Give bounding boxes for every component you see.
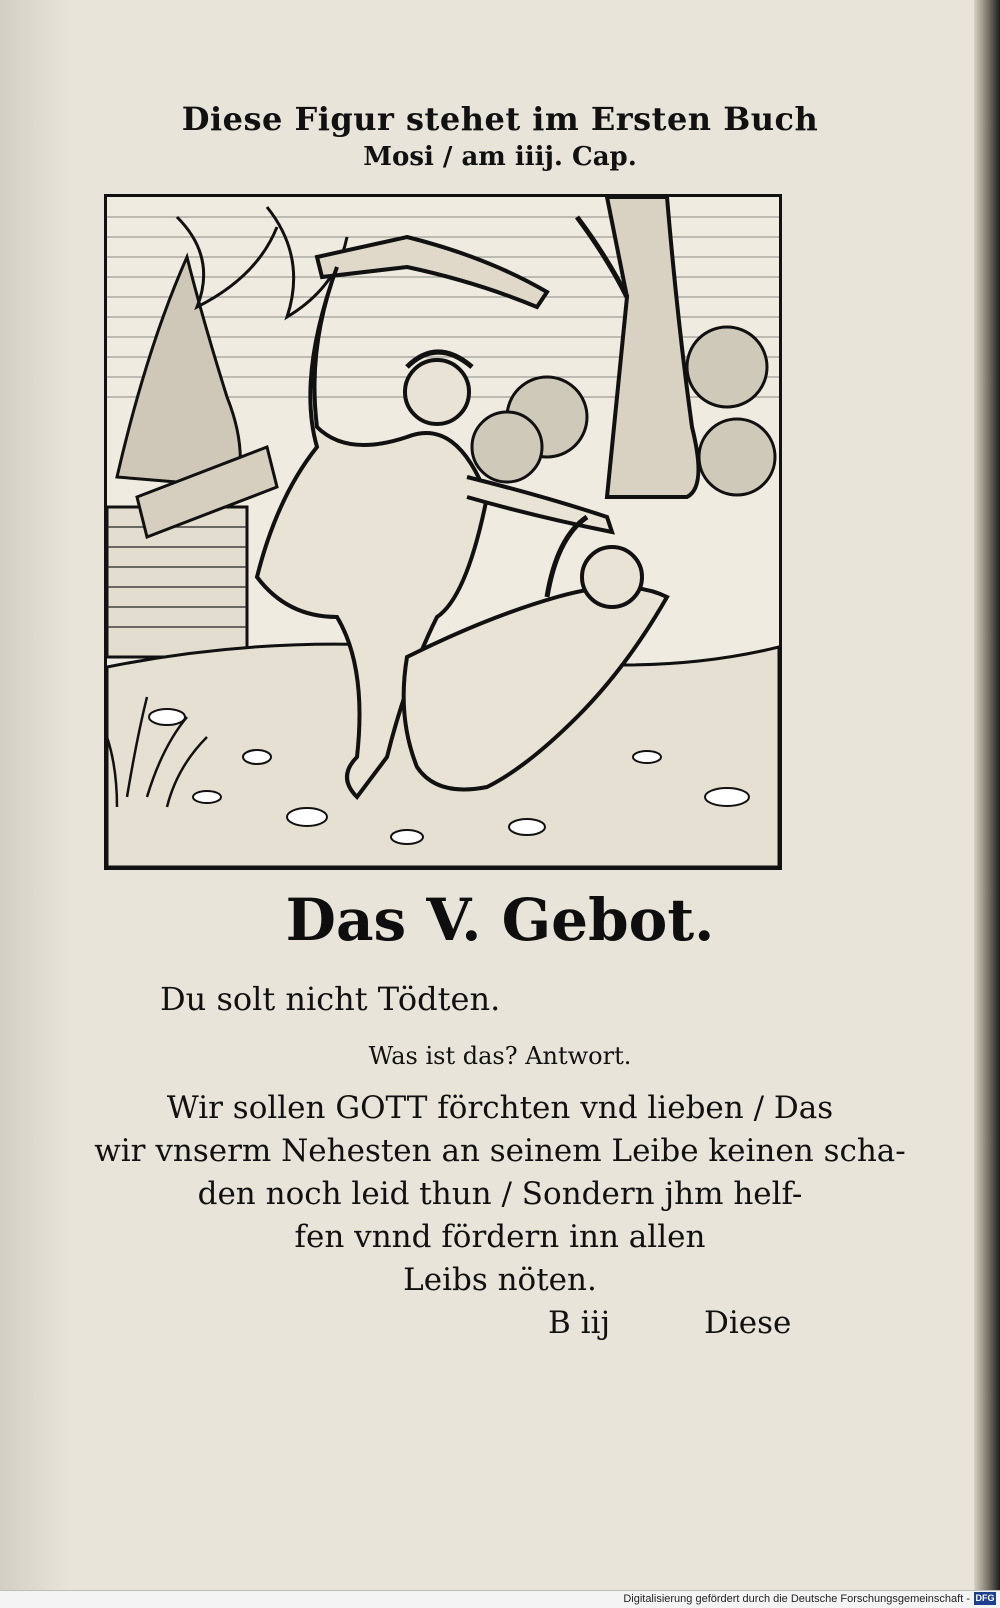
dfg-logo-icon: DFG — [975, 1593, 995, 1603]
commandment-text: Du solt nicht Tödten. — [160, 980, 501, 1018]
catchword: Diese — [704, 1305, 792, 1341]
footer-credit: Digitalisierung gefördert durch die Deutsche Forschungsgemeinschaft - — [623, 1593, 970, 1605]
signature-mark: B iij — [548, 1305, 611, 1341]
page-shadow — [0, 0, 70, 1590]
answer-line-5: Leibs nöten. — [403, 1262, 597, 1298]
woodcut-illustration-icon — [104, 194, 782, 870]
commandment-title: Das V. Gebot. — [285, 886, 715, 954]
header-line-1: Diese Figur stehet im Ersten Buch — [181, 100, 819, 138]
header-line-2: Mosi / am iiij. Cap. — [363, 142, 637, 172]
catechism-question: Was ist das? Antwort. — [368, 1042, 632, 1070]
page-edge — [974, 0, 1000, 1590]
answer-line-1: Wir sollen GOTT förchten vnd lieben / Das — [166, 1090, 834, 1126]
answer-line-4: fen vnnd fördern inn allen — [294, 1219, 706, 1255]
answer-line-2: wir vnserm Nehesten an seinem Leibe keinen scha- — [94, 1133, 906, 1169]
answer-line-3: den noch leid thun / Sondern jhm helf- — [197, 1176, 803, 1212]
